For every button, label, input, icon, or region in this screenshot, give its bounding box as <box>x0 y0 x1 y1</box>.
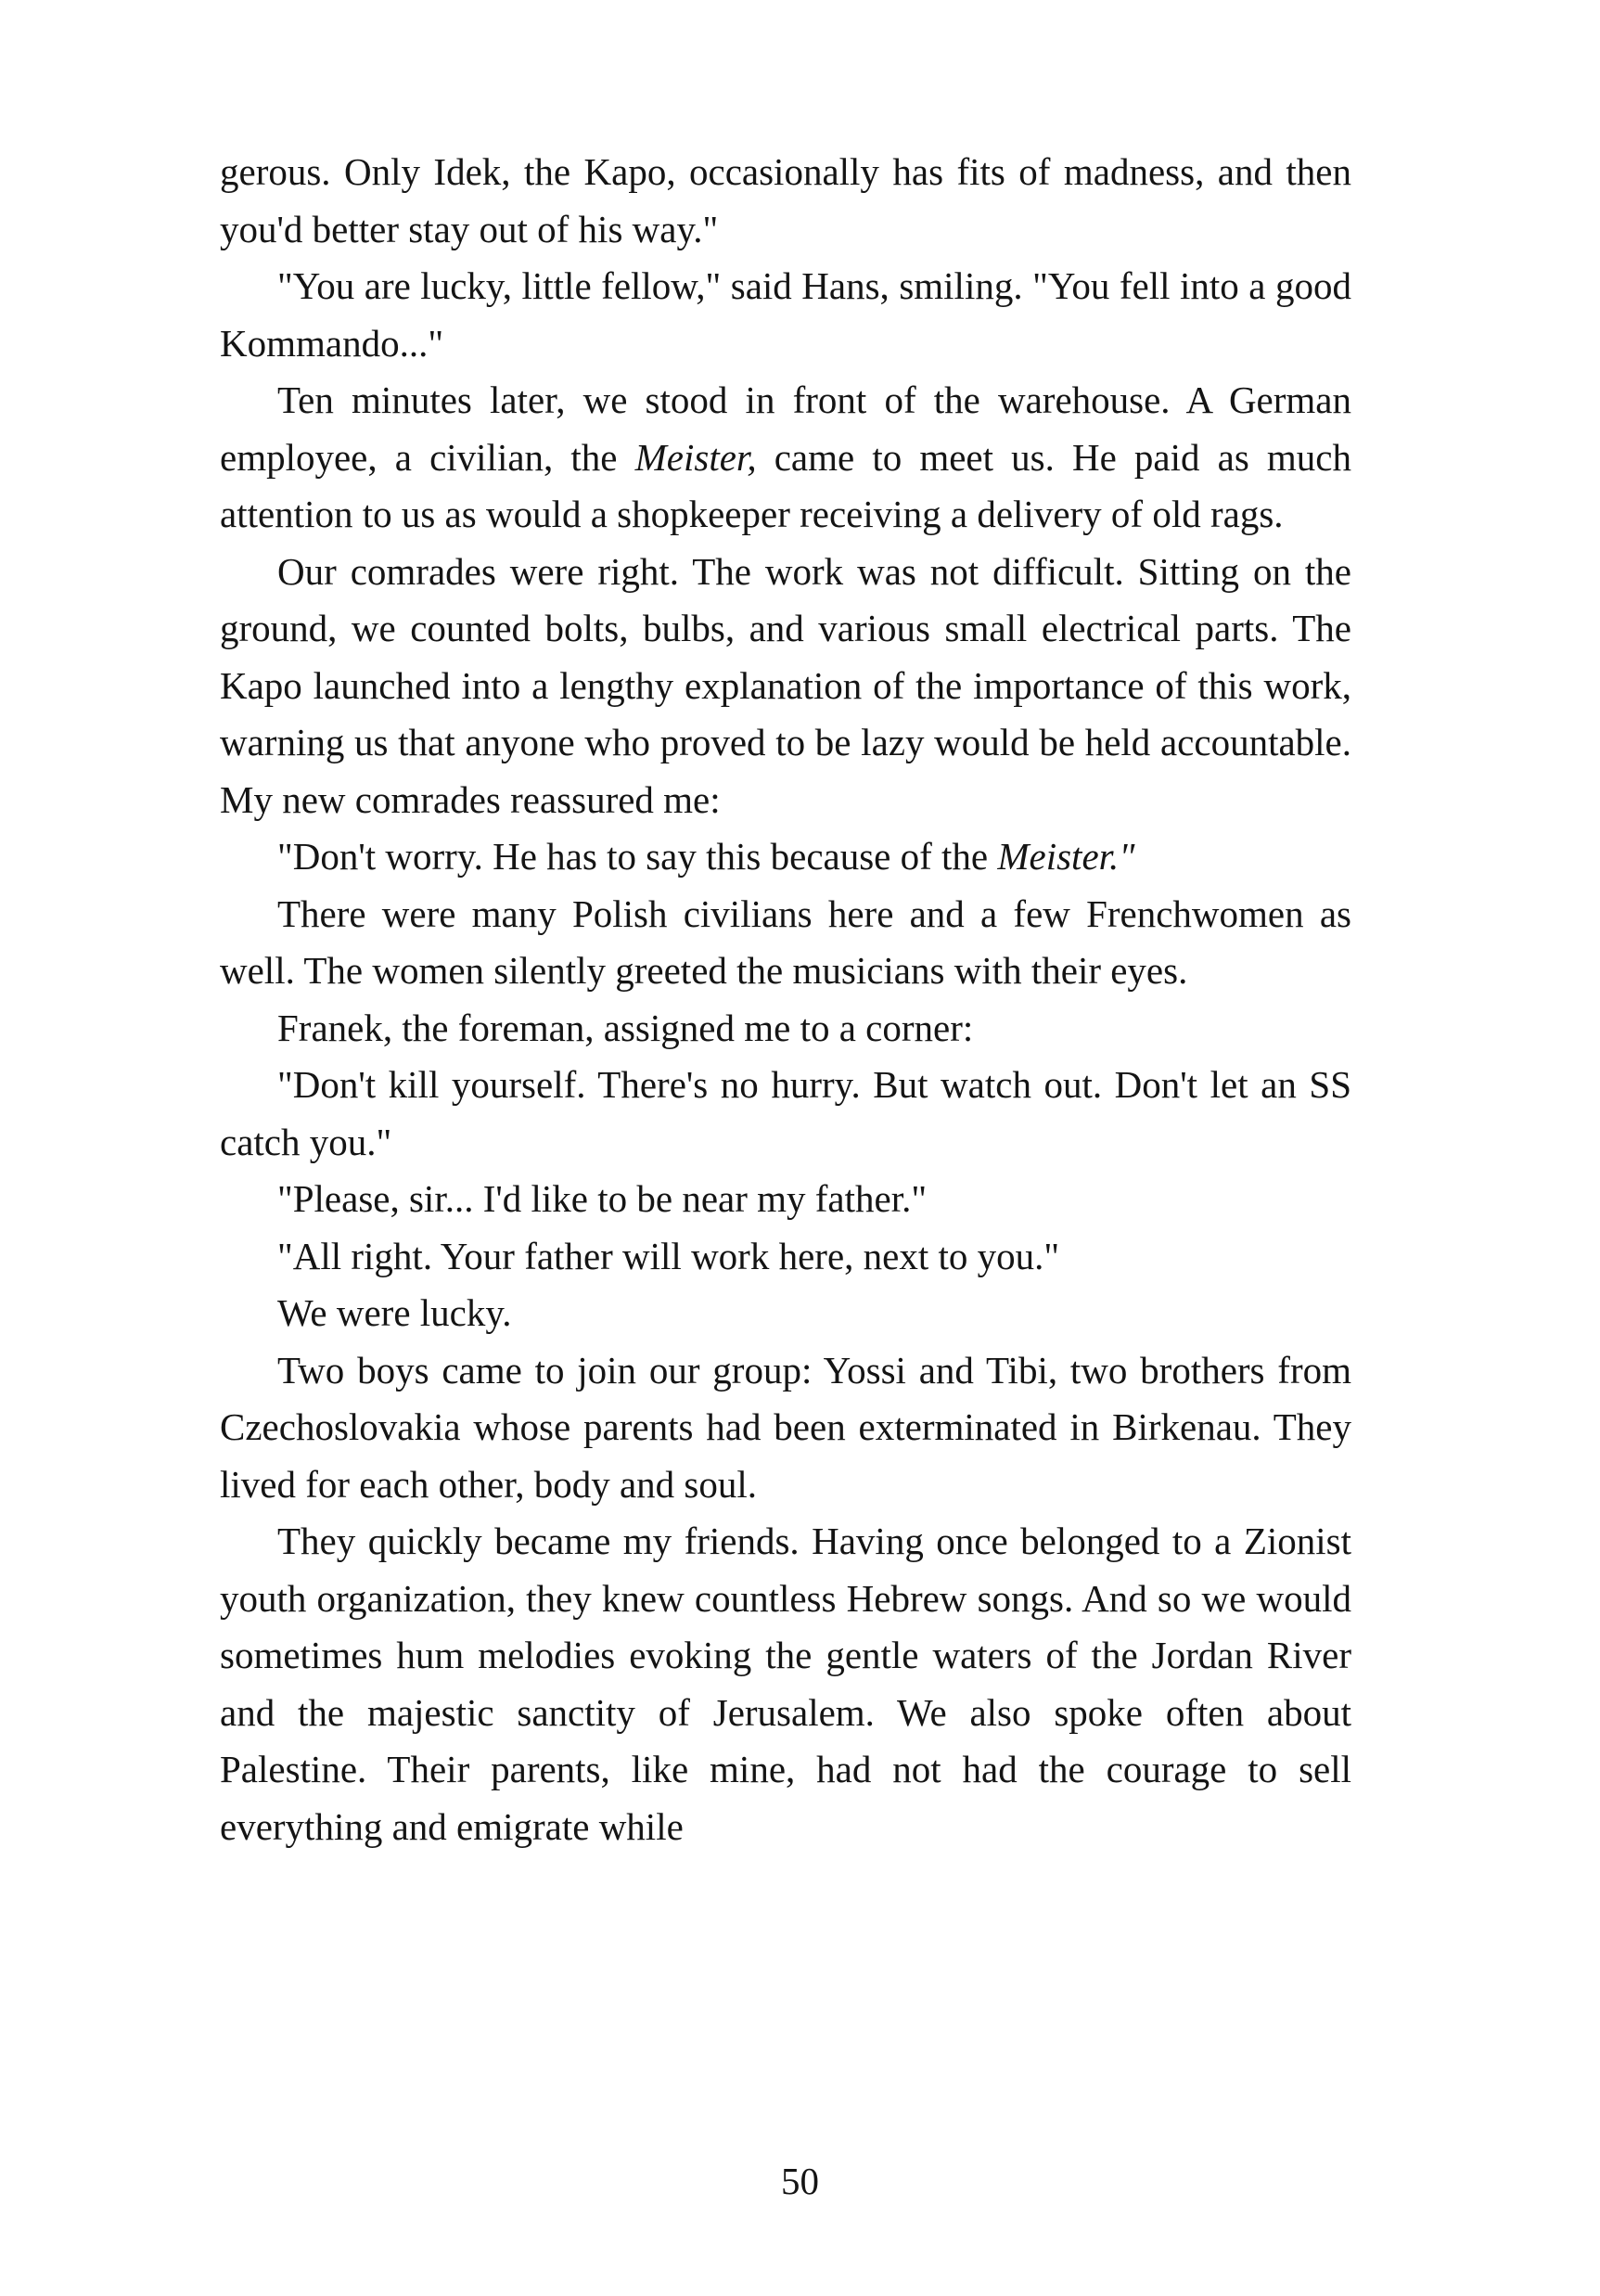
text-segment: "Don't kill yourself. There's no hurry. But watch out. Don't let an SS catch you." <box>220 1063 1351 1163</box>
paragraph-3 <box>220 372 1351 544</box>
text-segment: gerous. Only Idek, the Kapo, occasionally has fits of madness, and then you'd better stay out of his way." <box>220 150 1351 250</box>
paragraph-10 <box>220 1228 1351 1286</box>
italic-term: Meister, <box>634 435 757 479</box>
paragraph-7 <box>220 1000 1351 1058</box>
text-segment: "Please, sir... I'd like to be near my father." <box>277 1177 928 1220</box>
paragraph-6 <box>220 886 1351 1000</box>
text-segment: "You are lucky, little fellow," said Hans, smiling. "You fell into a good Kommando..." <box>220 264 1351 365</box>
text-segment: There were many Polish civilians here and a few Frenchwomen as well. The women silently greeted the musicians with their eyes. <box>220 891 1351 992</box>
paragraph-9 <box>220 1171 1351 1228</box>
text-segment: They quickly became my friends. Having once belonged to a Zionist youth organization, they knew countless Hebrew songs. And so we would sometimes hum melodies evoking the gentle waters of the Jordan River and the majestic sanctity of Jerusalem. We also spoke often about Palestine. Their parents, like mine, had not had the courage to sell everything and emigrate while <box>220 1520 1351 1848</box>
paragraph-5 <box>220 828 1351 886</box>
paragraph-2 <box>220 258 1351 372</box>
paragraph-13 <box>220 1513 1351 1855</box>
page-number: 50 <box>781 2160 819 2202</box>
paragraph-11 <box>220 1285 1351 1342</box>
text-segment: "All right. Your father will work here, next to you." <box>277 1234 1060 1277</box>
text-segment: "Don't worry. He has to say this because of the <box>277 835 998 878</box>
paragraph-8 <box>220 1057 1351 1171</box>
text-segment: Ten minutes later, we stood in front of the warehouse. A German employee, a civilian, the <box>220 378 1351 479</box>
paragraph-12 <box>220 1342 1351 1514</box>
italic-term: Meister." <box>997 835 1135 878</box>
text-segment: Two boys came to join our group: Yossi and Tibi, two brothers from Czechoslovakia whose parents had been exterminated in Birkenau. They lived for each other, body and soul. <box>220 1348 1351 1506</box>
text-segment: Our comrades were right. The work was not difficult. Sitting on the ground, we counted bolts, bulbs, and various small electrical parts. The Kapo launched into a lengthy explanation of the importance of this work, warning us that anyone who proved to be lazy would be held accountable. My new comrades reassured me: <box>220 549 1351 821</box>
text-segment: Franek, the foreman, assigned me to a corner: <box>277 1006 974 1049</box>
paragraph-1 <box>220 144 1351 258</box>
paragraph-4 <box>220 544 1351 829</box>
text-segment: came to meet us. He paid as much attention to us as would a shopkeeper receiving a delivery of old rags. <box>220 435 1352 535</box>
text-segment: We were lucky. <box>277 1291 512 1334</box>
page-body-text <box>220 144 1351 1855</box>
